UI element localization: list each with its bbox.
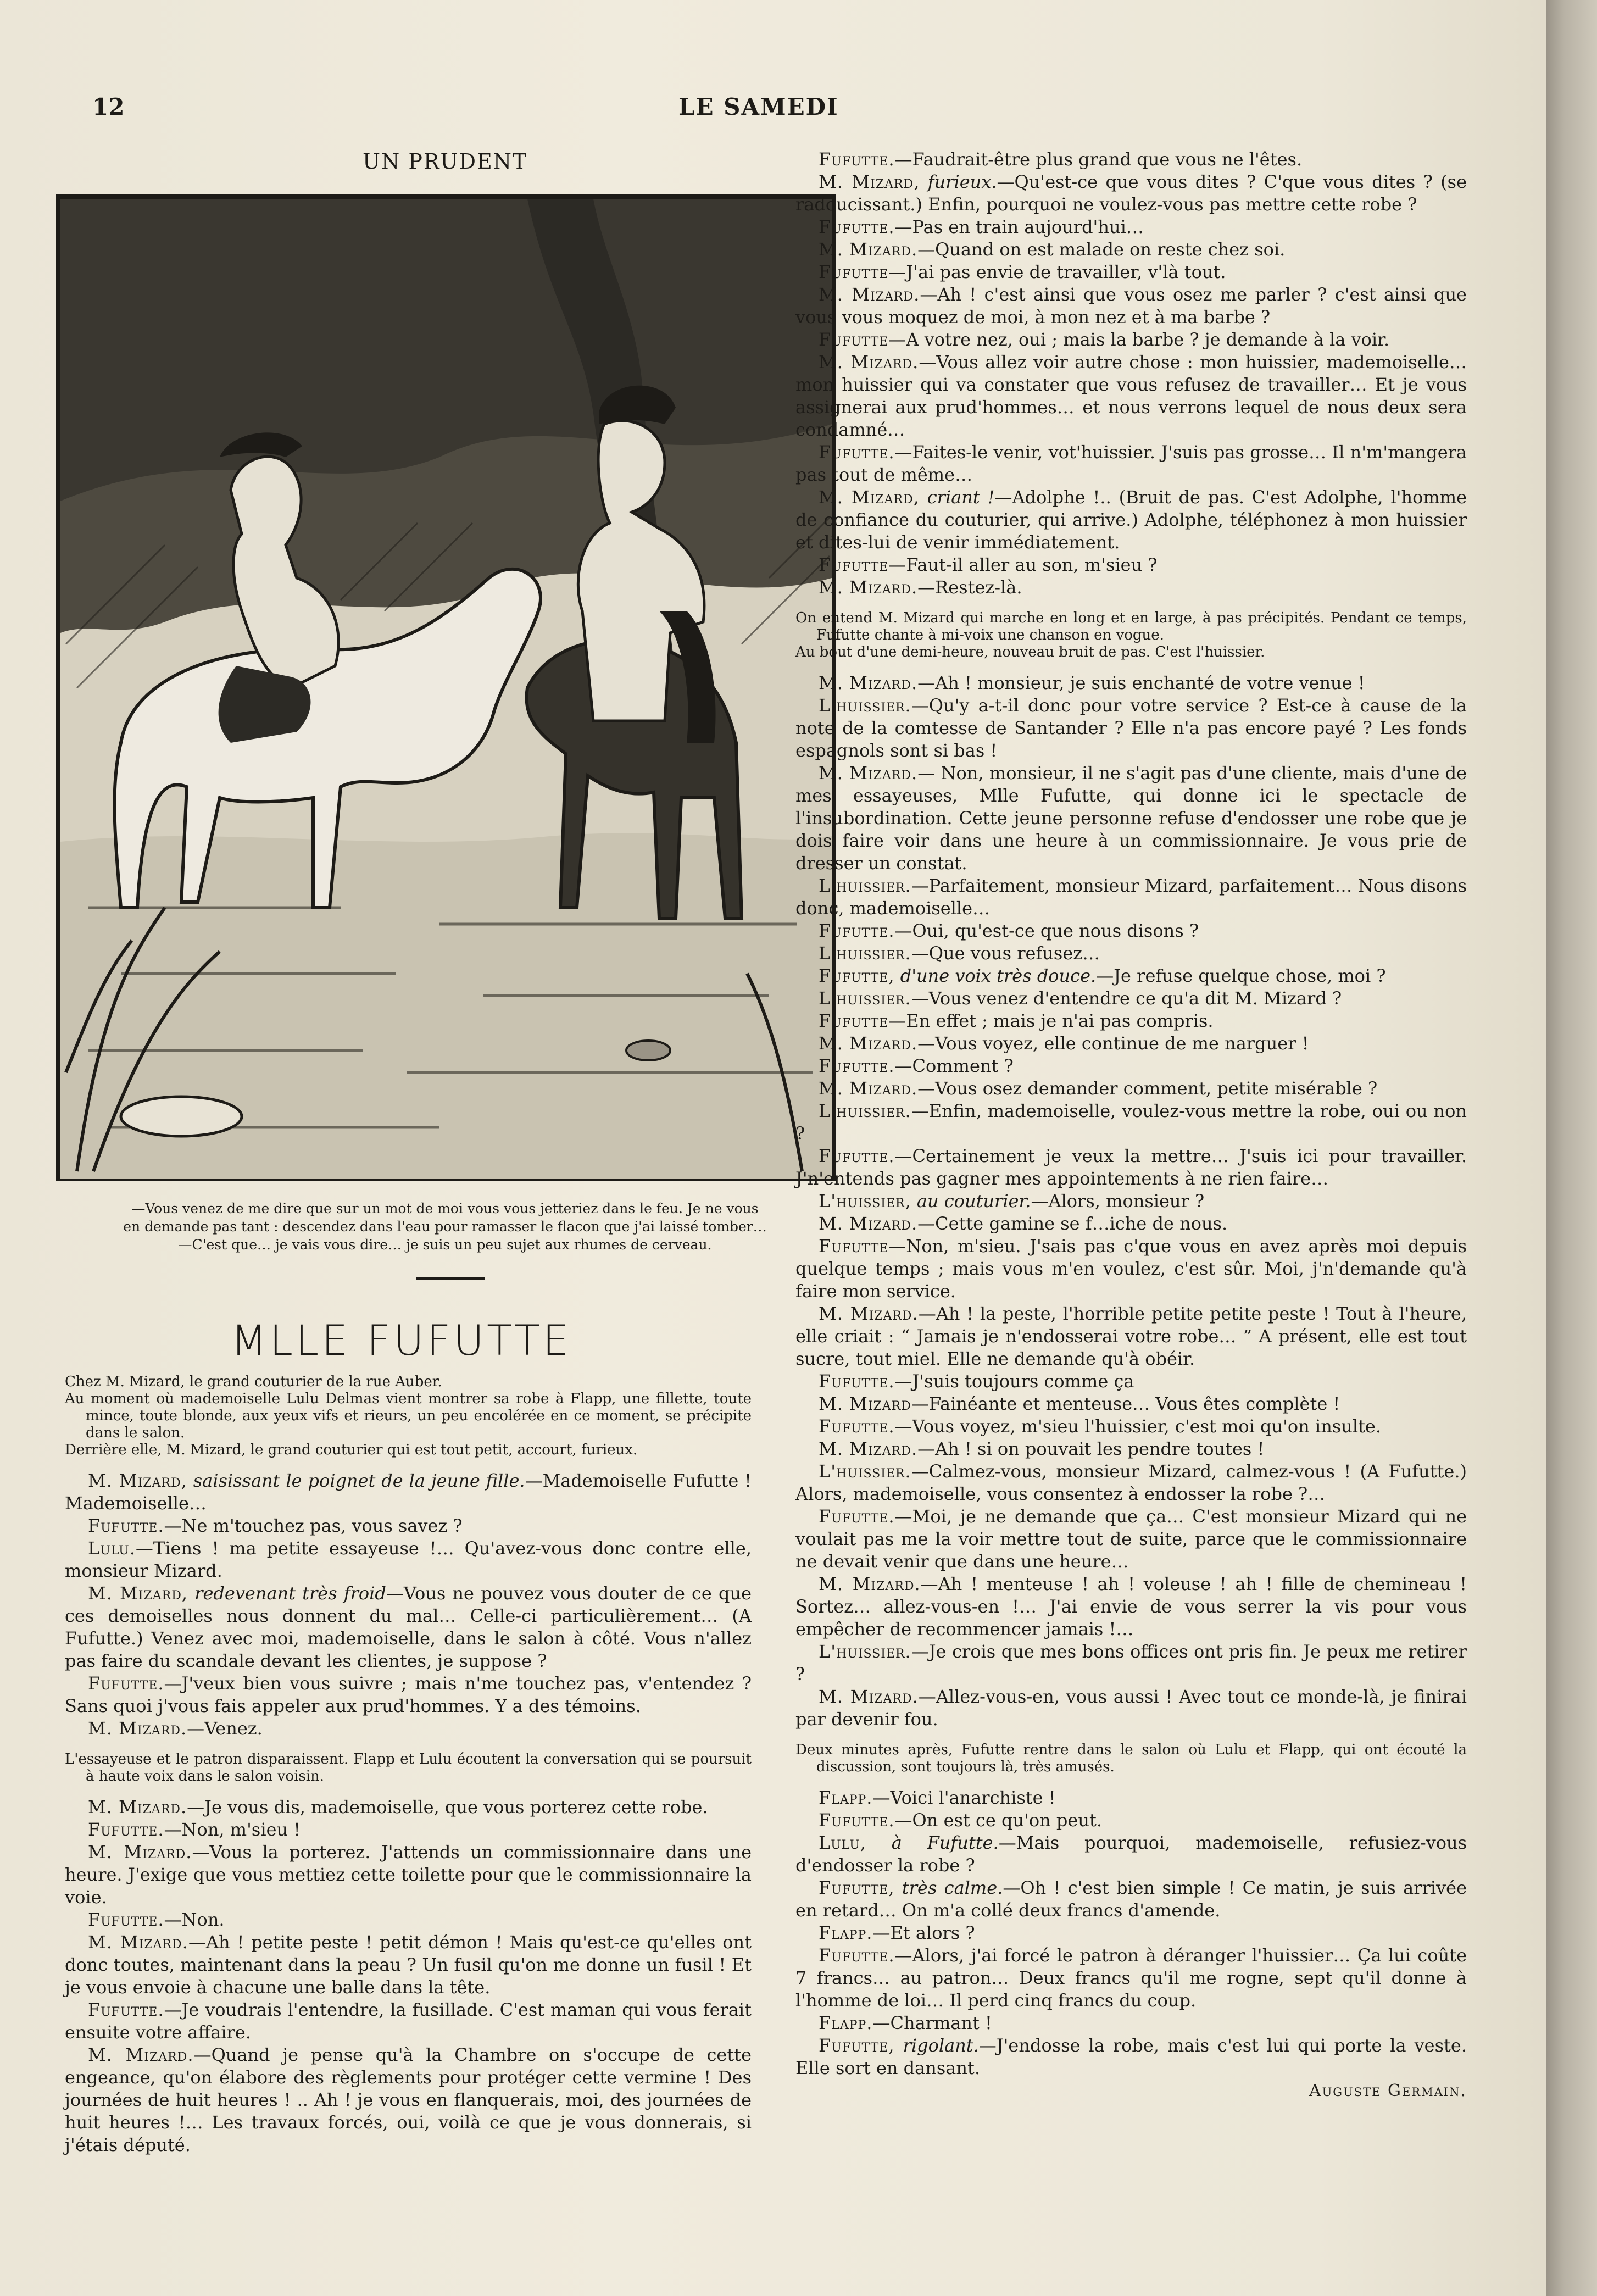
speaker-name: M. Mizard. (819, 1078, 918, 1099)
dialogue-text: —Faites-le venir, vot'huissier. J'suis pas grosse… Il n'm'mangera pas tout de même… (795, 442, 1467, 485)
stage-direction-inline: redevenant très froid (194, 1583, 386, 1604)
dialogue-line (795, 987, 1467, 1010)
speaker-name: M. Mizard. (819, 352, 919, 373)
speaker-name: Fufutte. (819, 1810, 895, 1831)
illustration-caption (60, 1199, 830, 1254)
dialogue-line (65, 2044, 752, 2156)
dialogue-text: —Oui, qu'est-ce que nous disons ? (894, 920, 1199, 941)
dialogue-line (795, 1460, 1467, 1505)
dialogue-text: —Quand on est malade on reste chez soi. (917, 239, 1286, 260)
dialogue-line (795, 148, 1467, 171)
caption-line: en demande pas tant : descendez dans l'eau pour ramasser le flacon que j'ai laissé tomber… (123, 1219, 767, 1235)
speaker-name: Fufutte. (819, 1416, 895, 1437)
dialogue-line (795, 1393, 1467, 1415)
dialogue-text: —Cette gamine se f…iche de nous. (917, 1213, 1228, 1234)
speaker-name: M. Mizard. (819, 1033, 918, 1054)
left-text-column (65, 1374, 752, 2156)
dialogue-text: —Charmant ! (872, 2013, 992, 2033)
speaker-name: M. Mizard. (819, 763, 918, 783)
dialogue-text: —Parfaitement, monsieur Mizard, parfaitement… Nous disons donc, mademoiselle… (795, 875, 1467, 919)
dialogue-line (795, 1641, 1467, 1686)
dialogue-line (65, 1582, 752, 1672)
dialogue-text: —Alors, j'ai forcé le patron à déranger l'huissier… Ça lui coûte 7 francs… au patron… Deux francs qu'il me rogne, sept qu'il donne à l'homme de loi… Il perd cinq francs du coup. (795, 1945, 1467, 2011)
dialogue-line (795, 171, 1467, 216)
illustration-title: UN PRUDENT (363, 149, 528, 174)
speaker-name: M. Mizard (819, 1393, 911, 1414)
stage-direction-inline: criant ! (927, 487, 995, 508)
dialogue-line (795, 554, 1467, 576)
speaker-name: Fufutte, (819, 1877, 895, 1898)
dialogue-line (795, 762, 1467, 875)
dialogue-text: —Faut-il aller au son, m'sieu ? (888, 554, 1158, 575)
speaker-name: M. Mizard. (88, 1718, 187, 1739)
speaker-name: M. Mizard. (819, 1303, 919, 1324)
dialogue-text: —J'veux bien vous suivre ; mais n'me touchez pas, v'entendez ? Sans quoi j'vous fais appeler aux prud'hommes. Y a des témoins. (65, 1673, 752, 1716)
caption-line: —Vous venez de me dire que sur un mot de moi vous vous jetteriez dans le feu. Je ne vous (131, 1200, 759, 1216)
speaker-name: Fufutte. (819, 216, 895, 237)
speaker-name: M. Mizard. (88, 2044, 194, 2065)
stage-direction-inline: à Fufutte. (891, 1832, 999, 1853)
speaker-name: Fufutte. (819, 920, 895, 941)
page-number: 12 (92, 93, 125, 120)
dialogue-text: —Ah ! menteuse ! ah ! voleuse ! ah ! fille de chemineau ! Sortez… allez-vous-en !… J'ai envie de vous serrer la vis pour vous empêcher de recommencer jamais !… (795, 1574, 1467, 1639)
speaker-name: Fufutte (819, 329, 889, 350)
dialogue-line (795, 920, 1467, 942)
dialogue-line (795, 1787, 1467, 1809)
dialogue-text: —Moi, je ne demande que ça… C'est monsieur Mizard qui ne voulait pas me la voir mettre tout de suite, parce que le commissionnaire ne devait venir que dans une heure… (795, 1506, 1467, 1572)
dialogue-line (795, 1877, 1467, 1922)
stage-direction: Au bout d'une demi-heure, nouveau bruit de pas. C'est l'huissier. (795, 644, 1265, 660)
dialogue-text: —Comment ? (894, 1055, 1014, 1076)
author-signature: Auguste Germain. (1309, 2081, 1467, 2100)
dialogue-text: —J'endosse la robe, mais c'est lui qui porte la veste. Elle sort en dansant. (795, 2035, 1467, 2078)
dialogue-text: —Et alors ? (872, 1922, 975, 1943)
dialogue-line (795, 261, 1467, 283)
dialogue-text: —Ah ! c'est ainsi que vous osez me parler ? c'est ainsi que vous vous moquez de moi, à mon nez et à ma barbe ? (795, 284, 1467, 327)
dialogue-text: —Ah ! petite peste ! petit démon ! Mais qu'est-ce qu'elles ont donc toutes, maintenant dans la peau ? Un fusil qu'on me donne un fusil ! Et je vous envoie à chacune une balle dans la tête. (65, 1932, 752, 1998)
dialogue-line (65, 1515, 752, 1537)
speaker-name: M. Mizard. (88, 1842, 192, 1863)
speaker-name: M. Mizard. (88, 1797, 187, 1817)
dialogue-line (795, 1809, 1467, 1832)
dialogue-line (795, 441, 1467, 486)
paragraph-gap (795, 1731, 1467, 1742)
stage-direction-inline: saisissant le poignet de la jeune fille. (193, 1470, 525, 1491)
dialogue-line (795, 576, 1467, 599)
speaker-name: Fufutte. (88, 1515, 164, 1536)
dialogue-text: —Vous voyez, m'sieu l'huissier, c'est moi qu'on insulte. (894, 1416, 1382, 1437)
speaker-name: M. Mizard. (819, 672, 918, 693)
dialogue-text: —Tiens ! ma petite essayeuse !… Qu'avez-vous donc contre elle, monsieur Mizard. (65, 1538, 752, 1581)
dialogue-text: —Ah ! monsieur, je suis enchanté de votre venue ! (917, 672, 1365, 693)
speaker-name: Fufutte, (819, 2035, 895, 2056)
speaker-name: Fufutte (819, 554, 889, 575)
speaker-name: Fufutte (819, 1236, 889, 1257)
paragraph-gap (65, 1740, 752, 1751)
speaker-name: M. Mizard. (88, 1932, 188, 1953)
dialogue-text: —Non. (164, 1909, 225, 1930)
dialogue-text: —Vous allez voir autre chose : mon huissier, mademoiselle… mon huissier qui va constater que vous refusez de travailler… Et je vous assignerai aux prud'hommes… et nous verrons lequel de nous deux sera condamné… (795, 352, 1467, 440)
dialogue-line (795, 1010, 1467, 1032)
dialogue-line (795, 1922, 1467, 1944)
speaker-name: L'huissier. (819, 1641, 911, 1662)
speaker-name: Fufutte. (88, 1819, 164, 1840)
dialogue-line (795, 2034, 1467, 2080)
dialogue-line (795, 1100, 1467, 1145)
speaker-name: Flapp. (819, 1922, 873, 1943)
dialogue-line (795, 1686, 1467, 1731)
dialogue-text: —Mademoiselle Fufutte ! Mademoiselle… (65, 1470, 752, 1514)
paragraph-gap (795, 1776, 1467, 1787)
dialogue-line (795, 1032, 1467, 1055)
dialogue-line (65, 1909, 752, 1931)
dialogue-line (795, 351, 1467, 441)
right-text-column (795, 148, 1467, 2102)
dialogue-line (795, 694, 1467, 762)
dialogue-line (795, 672, 1467, 694)
dialogue-text: —Vous ne pouvez vous douter de ce que ces demoiselles nous donnent du mal… Celle-ci particulièrement… (A Fufutte.) Venez avec moi, mademoiselle, dans le salon à côté. Vous n'allez pas faire du scandale devant les clientes, je suppose ? (65, 1583, 752, 1671)
speaker-name: Flapp. (819, 1787, 873, 1808)
section-divider (416, 1277, 485, 1280)
dialogue-line (795, 1944, 1467, 2012)
dialogue-line (65, 1931, 752, 1999)
speaker-name: Fufutte. (819, 442, 895, 463)
stage-direction-inline: d'une voix très douce. (900, 965, 1097, 986)
dialogue-text: —Je voudrais l'entendre, la fusillade. C'est maman qui vous ferait ensuite votre affaire. (65, 1999, 752, 2043)
dialogue-line (795, 1832, 1467, 1877)
speaker-name: M. Mizard. (819, 1438, 918, 1459)
dialogue-text: —Ah ! la peste, l'horrible petite petite peste ! Tout à l'heure, elle criait : “ Jamais je n'endosserai votre robe… ” A présent, elle est tout sucre, tout miel. Elle ne demande qu'à obéir. (795, 1303, 1467, 1369)
dialogue-line (65, 1999, 752, 2044)
speaker-name: L'huissier. (819, 988, 911, 1009)
speaker-name: L'huissier. (819, 875, 911, 896)
stage-direction: L'essayeuse et le patron disparaissent. Flapp et Lulu écoutent la conversation qui se poursuit à haute voix dans le salon voisin. (65, 1751, 752, 1784)
dialogue-text: —Je refuse quelque chose, moi ? (1096, 965, 1386, 986)
dialogue-text: —Venez. (187, 1718, 263, 1739)
speaker-name: Fufutte. (819, 1506, 895, 1527)
dialogue-text: —J'ai pas envie de travailler, v'là tout. (888, 262, 1226, 282)
dialogue-text: —On est ce qu'on peut. (894, 1810, 1102, 1831)
speaker-name: M. Mizard. (819, 1574, 921, 1594)
dialogue-text: —Non, m'sieu. J'sais pas c'que vous en avez après moi depuis quelque temps ; mais vous m'en voulez, c'est sûr. Moi, j'n'demande qu'à faire mon service. (795, 1236, 1467, 1302)
page-binding-edge (1546, 0, 1597, 2296)
dialogue-text: —Je vous dis, mademoiselle, que vous porterez cette robe. (187, 1797, 708, 1817)
speaker-name: M. Mizard. (819, 284, 920, 305)
speaker-name: Fufutte. (819, 1146, 895, 1166)
story-title: MLLE FUFUTTE (231, 1316, 572, 1365)
dialogue-line (65, 1672, 752, 1717)
stage-direction-inline: au couturier. (916, 1191, 1031, 1211)
speaker-name: Lulu, (819, 1832, 866, 1853)
speaker-name: Fufutte. (88, 1673, 164, 1694)
dialogue-text: —Pas en train aujourd'hui… (894, 216, 1144, 237)
dialogue-line (795, 1303, 1467, 1370)
dialogue-line (795, 875, 1467, 920)
dialogue-text: —Non, m'sieu ! (164, 1819, 301, 1840)
dialogue-text: —Ne m'touchez pas, vous savez ? (164, 1515, 463, 1536)
speaker-name: L'huissier. (819, 695, 911, 716)
paragraph-gap (795, 661, 1467, 672)
dialogue-line (795, 1415, 1467, 1438)
dialogue-text: —Certainement je veux la mettre… J'suis ici pour travailler. J'n'entends pas gagner mes appointements à ne rien faire… (795, 1146, 1467, 1189)
stage-direction-inline: rigolant. (903, 2035, 979, 2056)
dialogue-text: —Quand je pense qu'à la Chambre on s'occupe de cette engeance, qu'on élabore des règlements pour protéger cette vermine ! Des journées de huit heures ! .. Ah ! je vous en flanquerais, moi, des journées de huit heures !… Les travaux forcés, oui, voilà ce que je vous donnerais, si j'étais député. (65, 2044, 752, 2155)
dialogue-text: —Mais pourquoi, mademoiselle, refusiez-vous d'endosser la robe ? (795, 1832, 1467, 1876)
dialogue-line (795, 238, 1467, 261)
speaker-name: L'huissier. (819, 1100, 911, 1121)
dialogue-text: —Vous la porterez. J'attends un commissionnaire dans une heure. J'exige que vous mettiez cette toilette pour que le commissionnaire la voie. (65, 1842, 752, 1908)
stage-direction: On entend M. Mizard qui marche en long et en large, à pas précipités. Pendant ce temps, Fufutte chante à mi-voix une chanson en vogue. (795, 610, 1467, 643)
speaker-name: M. Mizard, (819, 487, 920, 508)
dialogue-line (65, 1537, 752, 1582)
speaker-name: Fufutte (819, 1010, 889, 1031)
speaker-name: M. Mizard. (819, 1213, 918, 1234)
illustration-riders-in-pond (55, 193, 837, 1182)
dialogue-text: —Fainéante et menteuse… Vous êtes complète ! (911, 1393, 1340, 1414)
dialogue-line (65, 1796, 752, 1819)
dialogue-line (795, 942, 1467, 965)
dialogue-line (795, 1190, 1467, 1213)
dialogue-line (795, 1370, 1467, 1393)
speaker-name: M. Mizard. (819, 239, 918, 260)
dialogue-text: —Faudrait-être plus grand que vous ne l'êtes. (894, 149, 1303, 170)
paragraph-gap (65, 1459, 752, 1470)
dialogue-line (795, 2012, 1467, 2034)
stage-direction: Au moment où mademoiselle Lulu Delmas vient montrer sa robe à Flapp, une fillette, toute mince, toute blonde, aux yeux vifs et rieurs, un peu encolérée en ce moment, se précipite dans le salon. (65, 1391, 752, 1441)
dialogue-text: —Vous osez demander comment, petite misérable ? (917, 1078, 1378, 1099)
dialogue-line (795, 283, 1467, 329)
dialogue-text: —Que vous refusez… (911, 943, 1100, 964)
dialogue-line (795, 1213, 1467, 1235)
paragraph-gap (65, 1785, 752, 1796)
dialogue-line (65, 1841, 752, 1909)
dialogue-text: —Enfin, mademoiselle, voulez-vous mettre la robe, oui ou non ? (795, 1100, 1467, 1144)
dialogue-text: —Vous voyez, elle continue de me narguer ! (917, 1033, 1309, 1054)
dialogue-line (795, 216, 1467, 238)
stage-direction: Deux minutes après, Fufutte rentre dans le salon où Lulu et Flapp, qui ont écouté la discussion, sont toujours là, très amusés. (795, 1742, 1467, 1775)
speaker-name: M. Mizard. (819, 1686, 919, 1707)
dialogue-text: —Adolphe !.. (Bruit de pas. C'est Adolphe, l'homme de confiance du couturier, qui arrive.) Adolphe, téléphonez à mon huissier et dites-lui de venir immédiatement. (795, 487, 1467, 553)
dialogue-text: —Qu'y a-t-il donc pour votre service ? Est-ce à cause de la note de la comtesse de Santander ? Elle n'a pas encore payé ? Les fonds espagnols sont si bas ! (795, 695, 1467, 761)
dialogue-text: —En effet ; mais je n'ai pas compris. (888, 1010, 1214, 1031)
speaker-name: Flapp. (819, 2013, 873, 2033)
speaker-name: Fufutte. (819, 149, 895, 170)
dialogue-text: —Alors, monsieur ? (1031, 1191, 1205, 1211)
dialogue-line (795, 1505, 1467, 1573)
dialogue-text: —J'suis toujours comme ça (894, 1371, 1134, 1392)
stage-direction-inline: très calme. (902, 1877, 1003, 1898)
speaker-name: Fufutte. (88, 1909, 164, 1930)
dialogue-text: —Qu'est-ce que vous dites ? C'que vous dites ? (se radoucissant.) Enfin, pourquoi ne voulez-vous pas mettre cette robe ? (795, 171, 1467, 215)
dialogue-line (795, 965, 1467, 987)
dialogue-line (65, 1819, 752, 1841)
dialogue-text: —Oh ! c'est bien simple ! Ce matin, je suis arrivée en retard… On m'a collé deux francs d'amende. (795, 1877, 1467, 1921)
paragraph-gap (795, 599, 1467, 610)
speaker-name: L'huissier. (819, 943, 911, 964)
dialogue-line (795, 1145, 1467, 1190)
dialogue-text: —Calmez-vous, monsieur Mizard, calmez-vous ! (A Fufutte.) Alors, mademoiselle, vous consentez à endosser la robe ?… (795, 1461, 1467, 1504)
dialogue-line (795, 329, 1467, 351)
speaker-name: Fufutte. (88, 1999, 164, 2020)
dialogue-line (795, 1055, 1467, 1077)
dialogue-text: —Je crois que mes bons offices ont pris fin. Je peux me retirer ? (795, 1641, 1467, 1685)
dialogue-text: —Vous venez d'entendre ce qu'a dit M. Mizard ? (911, 988, 1342, 1009)
dialogue-text: —Allez-vous-en, vous aussi ! Avec tout ce monde-là, je finirai par devenir fou. (795, 1686, 1467, 1730)
dialogue-line (795, 486, 1467, 554)
speaker-name: M. Mizard, (88, 1583, 188, 1604)
dialogue-line (795, 1438, 1467, 1460)
stage-direction: Derrière elle, M. Mizard, le grand couturier qui est tout petit, accourt, furieux. (65, 1442, 638, 1458)
speaker-name: Fufutte. (819, 1371, 895, 1392)
speaker-name: L'huissier, (819, 1191, 911, 1211)
speaker-name: Fufutte (819, 262, 889, 282)
dialogue-line (795, 1077, 1467, 1100)
speaker-name: Fufutte. (819, 1055, 895, 1076)
stage-direction: Chez M. Mizard, le grand couturier de la rue Auber. (65, 1374, 442, 1390)
speaker-name: M. Mizard, (88, 1470, 187, 1491)
stage-direction-inline: furieux. (927, 171, 997, 192)
speaker-name: Fufutte. (819, 1945, 895, 1966)
caption-line: —C'est que… je vais vous dire… je suis un peu sujet aux rhumes de cerveau. (178, 1237, 712, 1253)
speaker-name: L'huissier. (819, 1461, 911, 1482)
dialogue-line (65, 1470, 752, 1515)
dialogue-text: — Non, monsieur, il ne s'agit pas d'une cliente, mais d'une de mes essayeuses, Mlle Fufutte, qui donne ici le spectacle de l'insubordination. Cette jeune personne refuse d'endosser une robe que je dois faire voir dans une heure à un commissionnaire. Je vous prie de dresser un constat. (795, 763, 1467, 874)
dialogue-line (795, 1573, 1467, 1641)
dialogue-text: —Voici l'anarchiste ! (872, 1787, 1056, 1808)
speaker-name: Lulu. (88, 1538, 136, 1559)
dialogue-line (65, 1717, 752, 1740)
dialogue-text: —Restez-là. (917, 577, 1022, 598)
dialogue-text: —A votre nez, oui ; mais la barbe ? je demande à la voir. (888, 329, 1390, 350)
speaker-name: M. Mizard. (819, 577, 918, 598)
dialogue-text: —Ah ! si on pouvait les pendre toutes ! (917, 1438, 1265, 1459)
dialogue-line (795, 1235, 1467, 1303)
speaker-name: Fufutte, (819, 965, 895, 986)
journal-title: LE SAMEDI (678, 93, 839, 120)
speaker-name: M. Mizard, (819, 171, 920, 192)
